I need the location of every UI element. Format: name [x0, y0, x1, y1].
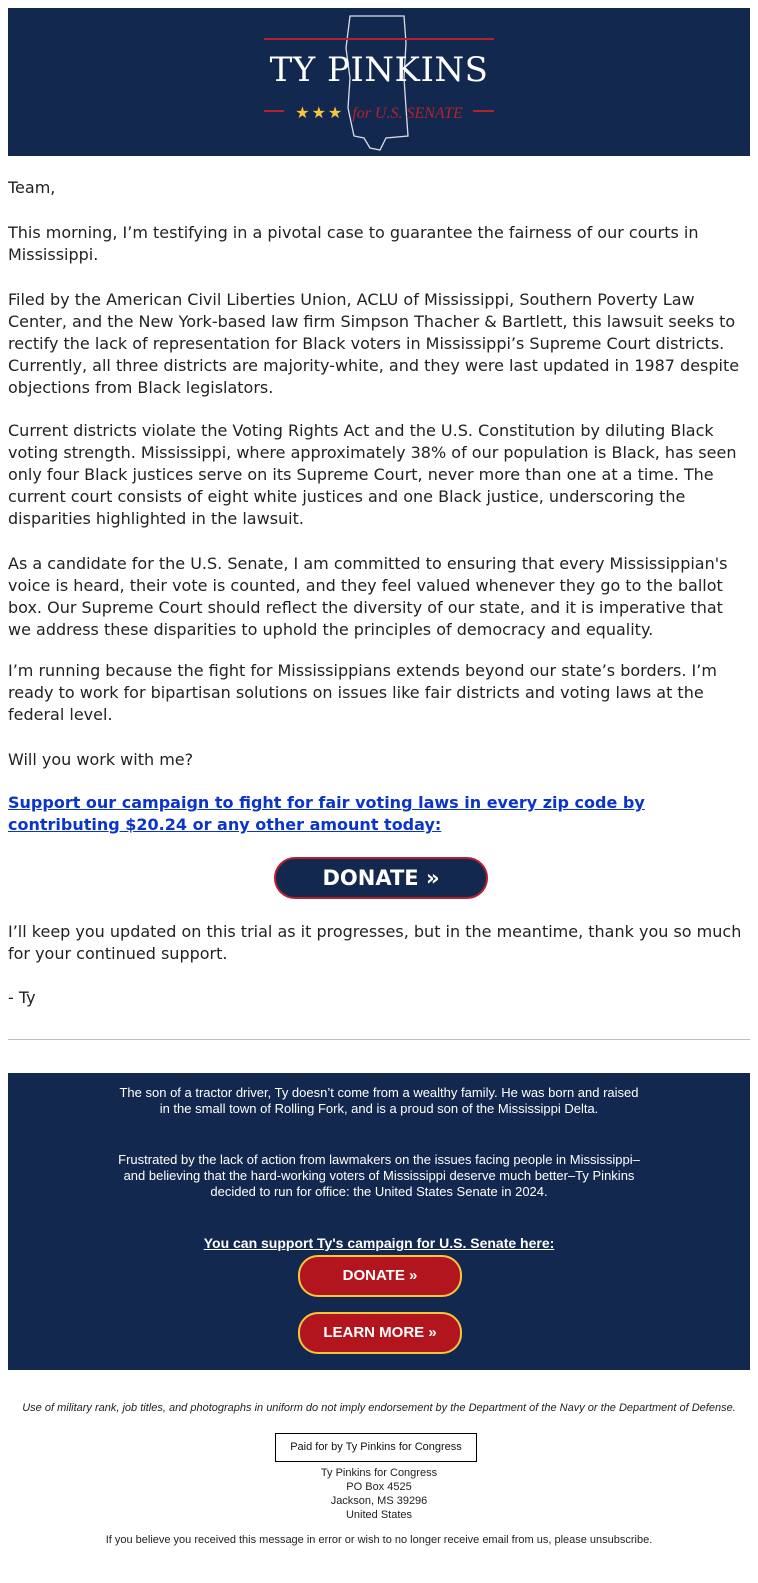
support-campaign-link[interactable]: Support our campaign to fight for fair voting laws in every zip code by contributing $20.24 or any other amount today: — [8, 793, 645, 834]
logo-tagline — [8, 103, 750, 123]
paragraph-5-text: I’m running because the fight for Mississippians extends beyond our state’s borders. I’m ready to work for bipartisan solutions on issues like fair districts and voting laws at the federal level. — [8, 661, 717, 724]
greeting — [8, 177, 750, 199]
greeting-text: Team, — [8, 178, 56, 197]
paid-for-box: Paid for by Ty Pinkins for Congress — [275, 1433, 477, 1462]
paragraph-2-text: Filed by the American Civil Liberties Union, ACLU of Mississippi, Southern Poverty Law Center, and the New York-based law firm Simpson Thacher & Bartlett, this lawsuit seeks to rectify the lack of representation for Black voters in Mississippi’s Supreme Court districts. Currently, all three districts are majority-white, and they were last updated in 1987 despite objections from Black legislators. — [8, 290, 740, 397]
paragraph-1 — [8, 222, 750, 266]
address-line-4: United States — [345, 1509, 413, 1521]
logo-sub-text: for U.S. SENATE — [352, 105, 463, 122]
paragraph-3 — [8, 420, 750, 530]
paragraph-7-text: I’ll keep you updated on this trial as it progresses, but in the meantime, thank you so much for your continued support. — [8, 922, 742, 963]
address-line-3: Jackson, MS 39296 — [330, 1495, 428, 1507]
bio-paragraph-1: The son of a tractor driver, Ty doesn’t come from a wealthy family. He was born and raised in the small town of Rolling Fork, and is a proud son of the Mississippi Delta. — [119, 1085, 639, 1116]
signoff — [8, 987, 750, 1009]
divider — [8, 1039, 750, 1040]
address-line-2: PO Box 4525 — [346, 1481, 412, 1493]
paragraph-6-text: Will you work with me? — [8, 750, 194, 769]
paragraph-1-text: This morning, I’m testifying in a pivotal case to guarantee the fairness of our courts in Mississippi. — [8, 223, 699, 264]
logo-name: TY PINKINS — [269, 50, 489, 90]
campaign-logo — [8, 8, 750, 156]
donate-button[interactable]: DONATE » — [274, 857, 488, 899]
stars-icon: ★★★ — [295, 105, 345, 122]
footer-bio-band — [8, 1073, 750, 1370]
header-banner — [8, 8, 750, 156]
bio-paragraph-2: Frustrated by the lack of action from lawmakers on the issues facing people in Mississippi–and believing that the hard-working voters of Mississippi deserve much better–Ty Pinkins decided to run for office: the United States Senate in 2024. — [118, 1152, 640, 1199]
paragraph-2 — [8, 289, 750, 399]
military-disclaimer: Use of military rank, job titles, and photographs in uniform do not imply endorsement by the Department of the Navy or the Department of Defense. — [22, 1402, 736, 1414]
paragraph-5 — [8, 660, 750, 726]
paragraph-4-text: As a candidate for the U.S. Senate, I am committed to ensuring that every Mississippian's voice is heard, their vote is counted, and they feel valued whenever they go to the ballot box. Our Supreme Court should reflect the diversity of our state, and it is imperative that we address these disparities to uphold the principles of democracy and equality. — [8, 554, 728, 639]
paragraph-7 — [8, 921, 750, 965]
paragraph-3-text: Current districts violate the Voting Rights Act and the U.S. Constitution by diluting Black voting strength. Mississippi, where approximately 38% of our population is Black, has seen only four Black justices serve on its Supreme Court, never more than one at a time. The current court consists of eight white justices and one Black justice, underscoring the disparities highlighted in the lawsuit. — [8, 421, 737, 528]
paragraph-6 — [8, 749, 750, 771]
learn-more-button[interactable]: LEARN MORE » — [298, 1312, 462, 1354]
unsubscribe-notice[interactable]: If you believe you received this message in error or wish to no longer receive email from us, please unsubscribe. — [105, 1534, 653, 1546]
signoff-text: - Ty — [8, 988, 36, 1007]
footer-donate-button[interactable]: DONATE » — [298, 1255, 462, 1297]
support-cta-link[interactable]: You can support Ty's campaign for U.S. Senate here: — [203, 1235, 555, 1251]
paragraph-4 — [8, 553, 750, 641]
mailing-address — [8, 1466, 750, 1522]
address-line-1: Ty Pinkins for Congress — [320, 1467, 438, 1479]
